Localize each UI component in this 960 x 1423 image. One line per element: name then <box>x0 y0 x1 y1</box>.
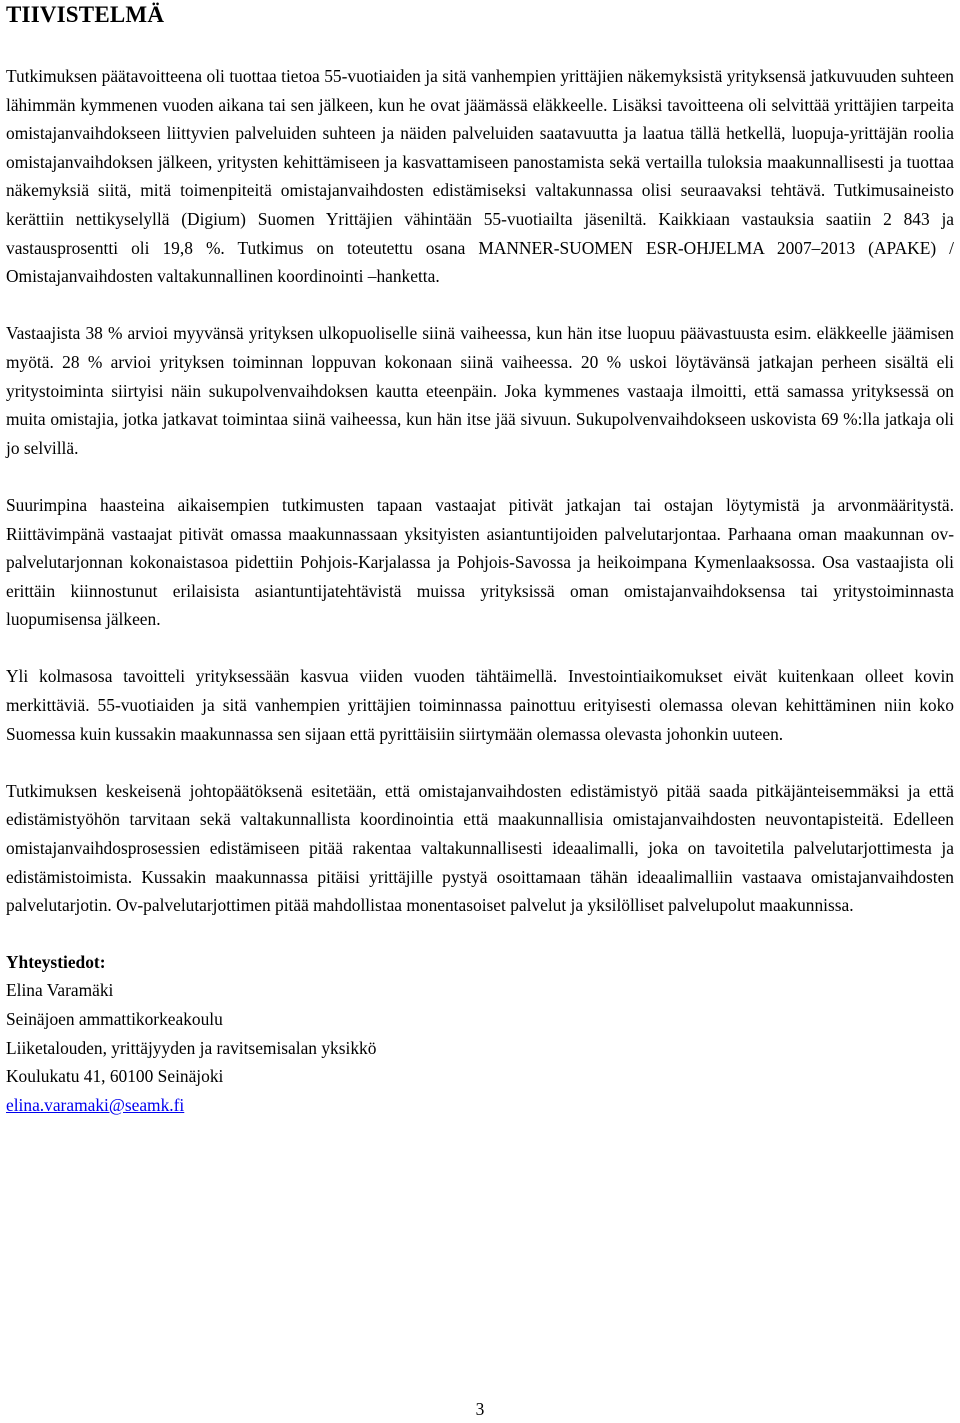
contact-name: Elina Varamäki <box>6 980 114 1001</box>
paragraph-research-goals: Tutkimuksen päätavoitteena oli tuottaa tietoa 55-vuotiaiden ja sitä vanhempien yrittäjien näkemyksistä yrityksensä jatkuvuuden suhteen lähimmän kymmenen vuoden aikana tai sen jälkeen, kun he ovat jäämässä eläkkeelle. Lisäksi tavoitteena oli selvittää yrittäjien tarpeita omistajanvaihdokseen liittyvien palveluiden suhteen ja näiden palveluiden saatavuutta ja laatua tällä hetkellä, luopuja-yrittäjän roolia omistajanvaihdoksen jälkeen, yritysten kehittämiseen ja kasvattamiseen panostamista sekä vertailla tuloksia maakunnallisesti ja tuottaa näkemyksiä siitä, mitä toimenpiteitä omistajanvaihdosten edistämiseksi valtakunnassa olisi seuraavaksi tehtävä. Tutkimusaineisto kerättiin nettikyselyllä (Digium) Suomen Yrittäjien vähintään 55-vuotiailta jäseniltä. Kaikkiaan vastauksia saatiin 2 843 ja vastausprosentti oli 19,8 %. Tutkimus on toteutettu osana MANNER-SUOMEN ESR-OHJELMA 2007–2013 (APAKE) / Omistajanvaihdosten valtakunnallinen koordinointi –hanketta. <box>6 66 954 287</box>
contact-organization: Seinäjoen ammattikorkeakoulu <box>6 1009 223 1029</box>
contact-block <box>6 948 954 1120</box>
paragraph-succession-outlook: Vastaajista 38 % arvioi myyvänsä yrityksen ulkopuoliselle siinä vaiheessa, kun hän itse luopuu päävastuusta esim. eläkkeelle jäämisen myötä. 28 % arvioi yrityksen toiminnan loppuvan kokonaan siinä vaiheessa. 20 % uskoi löytävänsä jatkajan perheen sisältä eli yritystoiminta siirtyisi näin sukupolvenvaihdoksen kautta eteenpäin. Joka kymmenes vastaaja ilmoitti, että samassa yrityksessä on muita omistajia, jotka jatkavat toimintaa siinä vaiheessa, kun hän itse jää sivuun. Sukupolvenvaihdokseen uskovista 69 %:lla jatkaja oli jo selvillä. <box>6 323 954 458</box>
page-title: TIIVISTELMÄ <box>6 2 165 27</box>
paragraph-growth: Yli kolmasosa tavoitteli yrityksessään kasvua viiden vuoden tähtäimellä. Investointiaikomukset eivät kuitenkaan olleet kovin merkittäviä. 55-vuotiaiden ja sitä vanhempien yrittäjien toiminnassa painottuu erityisesti olemassa olevan kehittäminen niin koko Suomessa kuin kussakin maakunnassa sen sijaan että pyrittäisiin siirtymään olemassa olevasta johonkin uuteen. <box>6 666 954 744</box>
paragraph-conclusions: Tutkimuksen keskeisenä johtopäätöksenä esitetään, että omistajanvaihdosten edistämistyö pitää saada pitkäjänteisemmäksi ja että edistämistyöhön tarvitaan sekä valtakunnallista koordinointia että maakunnallisia omistajanvaihdosten neuvontapisteitä. Edelleen omistajanvaihdosprosessien edistämiseen pitää rakentaa valtakunnallisesti ideaalimalli, joka on tavoitetila palvelutarjottimesta ja edistämistoimista. Kussakin maakunnassa pitäisi yrittäjille pystyä osoittamaan tähän ideaalimalliin vastaava omistajanvaihdosten palvelutarjotin. Ov-palvelutarjottimen pitää mahdollistaa monentasoiset palvelut ja yksilölliset palvelupolut maakunnissa. <box>6 780 954 916</box>
summary-body <box>6 62 954 920</box>
page-number: 3 <box>475 1399 485 1419</box>
contact-email-link[interactable]: elina.varamaki@seamk.fi <box>6 1094 185 1115</box>
contact-heading: Yhteystiedot: <box>6 951 106 972</box>
document-page <box>6 0 954 1119</box>
paragraph-challenges: Suurimpina haasteina aikaisempien tutkimusten tapaan vastaajat pitivät jatkajan tai ostajan löytymistä ja arvonmääritystä. Riittävimpänä vastaajat pitivät omassa maakunnassaan yksityisten asiantuntijoiden palvelutarjontaa. Parhaana oman maakunnan ov-palvelutarjonnan kokonaistasoa pidettiin Pohjois-Karjalassa ja Pohjois-Savossa ja heikoimpana Kymenlaaksossa. Osa vastaajista oli erittäin kiinnostunut erilaisista asiantuntijatehtävistä muissa yrityksissä oman omistajanvaihdoksensa tai yritystoiminnasta luopumisensa jälkeen. <box>6 494 954 630</box>
contact-address: Koulukatu 41, 60100 Seinäjoki <box>6 1066 224 1087</box>
contact-unit: Liiketalouden, yrittäjyyden ja ravitsemisalan yksikkö <box>6 1037 377 1058</box>
